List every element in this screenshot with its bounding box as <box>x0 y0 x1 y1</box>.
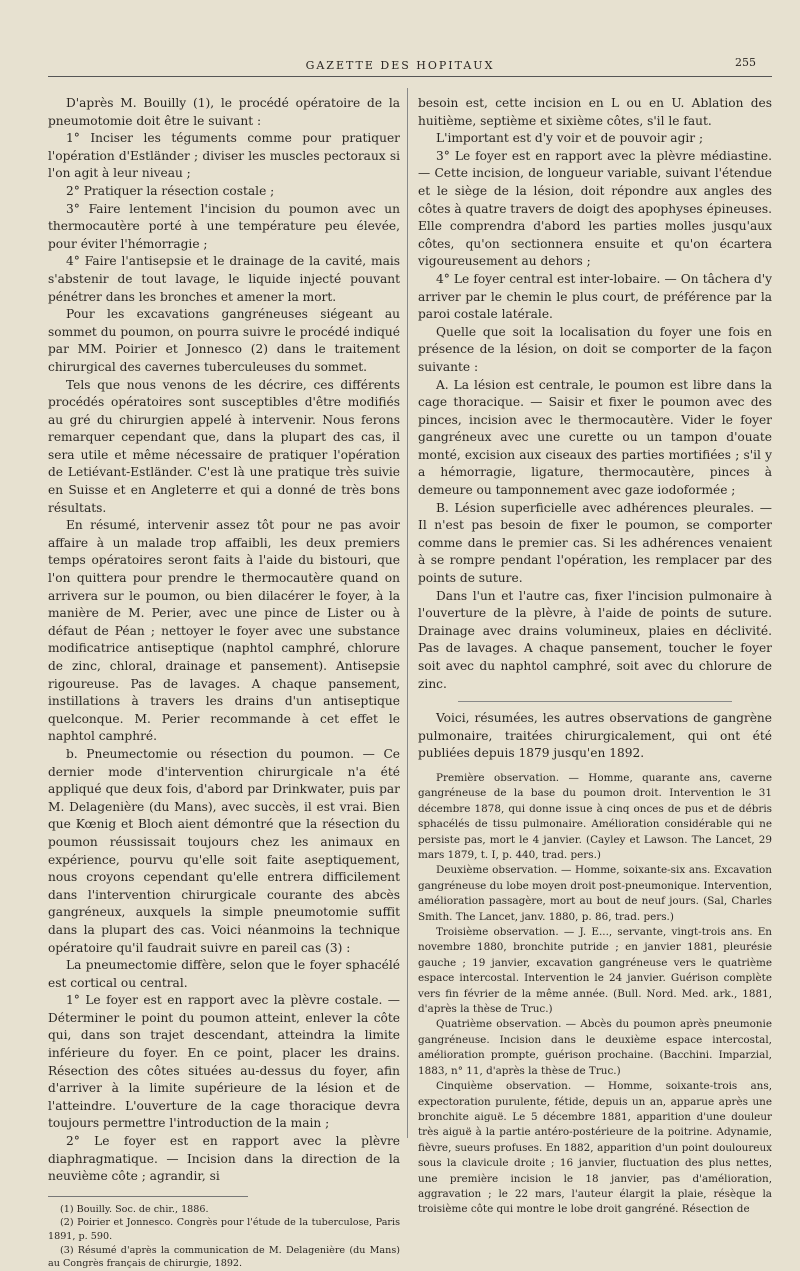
paragraph: b. Pneumectomie ou résection du poumon. — Ce dernier mode d'intervention chirurgicale n'a été appliqué que deux fois, d'abord par Drinkwater, puis par M. Delagenière (du Mans), avec succès, il est vrai. Bien que Kœnig et Bloch aient démontré que la résection du poumon réussissait toujours chez les animaux en expérience, pourvu qu'elle soit faite aseptiquement, nous croyons cependant qu'elle entrera difficilement dans l'intervention chirurgicale courante des abcès gangréneux, auxquels la simple pneumotomie suffit dans la plupart des cas. Voici néanmoins la technique opératoire qu'il faudrait suivre en pareil cas (3) : <box>48 746 400 955</box>
observation: Troisième observation. — J. E..., servante, vingt-trois ans. En novembre 1880, bronchite putride ; en janvier 1881, pleurésie gauche ; 19 janvier, excavation gangréneuse vers le quatrième espace intercostal. Intervention le 24 janvier. Guérison complète vers fin février de la même année. (Bull. Nord. Med. ark., 1881, d'après la thèse de Truc.) <box>418 926 772 1016</box>
footnote: (3) Résumé d'après la communication de M. Delagenière (du Mans) au Congrès français de chirurgie, 1892. <box>48 1244 400 1270</box>
paragraph: B. Lésion superficielle avec adhérences pleurales. — Il n'est pas besoin de fixer le poumon, se comporter comme dans le premier cas. Si les adhérences venaient à se rompre pendant l'opération, les remplacer par des points de suture. <box>418 500 772 586</box>
header-rule <box>48 76 772 77</box>
paragraph: 2° Le foyer est en rapport avec la plèvre diaphragmatique. — Incision dans la direction de la neuvième côte ; agrandir, si <box>48 1134 400 1184</box>
paragraph: 1° Le foyer est en rapport avec la plèvre costale. — Déterminer le point du poumon atteint, enlever la côte qui, dans son trajet descendant, atteindra la limite inférieure du foyer. En ce point, placer les drains. Résection des côtes situées au-dessus du foyer, afin d'arriver à la limite supérieure de la lésion et de l'atteindre. L'ouverture de la cage thoracique devra toujours permettre l'introduction de la main ; <box>48 993 400 1131</box>
paragraph: A. La lésion est centrale, le poumon est libre dans la cage thoracique. — Saisir et fixer le poumon avec des pinces, incision avec le thermocautère. Vider le foyer gangréneux avec une curette ou un tampon d'ouate monté, excision aux ciseaux des parties mortifiées ; s'il y a hémorragie, ligature, thermocautère, pinces à demeure ou tamponnement avec gaze iodoformée ; <box>418 377 772 498</box>
paragraph: En résumé, intervenir assez tôt pour ne pas avoir affaire à un malade trop affaibli, les deux premiers temps opératoires seront faits à l'aide du bistouri, que l'on quittera pour prendre le thermocautère quand on arrivera sur le poumon, ou bien dilacérer le foyer, à la manière de M. Perier, avec une pince de Lister ou à défaut de Péan ; nettoyer le foyer avec une substance modificatrice antiseptique (naphtol camphré, chlorure de zinc, chloral, drainage et pansement). Antisepsie rigoureuse. Pas de lavages. A chaque pansement, instillations à travers les drains d'un antiseptique quelconque. M. Perier recommande à cet effet le naphtol camphré. <box>48 518 400 744</box>
paragraph: 3° Faire lentement l'incision du poumon avec un thermocautère porté à une température peu élevée, pour éviter l'hémorragie ; <box>48 201 400 251</box>
paragraph: Tels que nous venons de les décrire, ces différents procédés opératoires sont susceptibles d'être modifiés au gré du chirurgien appelé à intervenir. Nous ferons remarquer cependant que, dans la plupart des cas, il sera utile et même nécessaire de pratiquer l'opération de Letiévant-Estländer. C'est là une pratique très suivie en Suisse et en Angleterre et qui a donné de très bons résultats. <box>48 377 400 515</box>
footnote: (2) Poirier et Jonnesco. Congrès pour l'étude de la tuberculose, Paris 1891, p. 590. <box>48 1217 400 1242</box>
paragraph: L'important est d'y voir et de pouvoir agir ; <box>436 131 704 146</box>
paragraph: Pour les excavations gangréneuses siégeant au sommet du poumon, on pourra suivre le procédé indiqué par MM. Poirier et Jonnesco (2) dans le traitement chirurgical des cavernes tuberculeuses du sommet. <box>48 307 400 374</box>
paragraph: 2° Pratiquer la résection costale ; <box>66 183 275 198</box>
observation: Première observation. — Homme, quarante ans, caverne gangréneuse de la base du poumon droit. Intervention le 31 décembre 1878, qui donne issue à cinq onces de pus et de débris sphacélés de tissu pulmonaire. Amélioration considérable qui ne persiste pas, mort le 4 janvier. (Cayley et Lawson. The Lancet, 29 mars 1879, t. I, p. 440, trad. pers.) <box>418 771 772 861</box>
paragraph: Dans l'un et l'autre cas, fixer l'incision pulmonaire à l'ouverture de la plèvre, à l'aide de points de suture. Drainage avec drains volumineux, plaies en déclivité. Pas de lavages. A chaque pansement, toucher le foyer soit avec du naphtol camphré, soit avec du chlorure de zinc. <box>418 588 772 691</box>
page-number: 255 <box>735 56 756 69</box>
footnotes <box>48 1196 400 1271</box>
paragraph: besoin est, cette incision en L ou en U. Ablation des huitième, septième et sixième côtes, s'il le faut. <box>418 96 772 128</box>
paragraph: La pneumectomie diffère, selon que le foyer sphacélé est cortical ou central. <box>48 958 400 990</box>
right-column <box>418 95 772 1218</box>
column-divider <box>407 88 408 1138</box>
paragraph: Quelle que soit la localisation du foyer une fois en présence de la lésion, on doit se comporter de la façon suivante : <box>418 324 772 374</box>
section-separator <box>458 701 732 702</box>
paragraph: 4° Le foyer central est inter-lobaire. — On tâchera d'y arriver par le chemin le plus court, de préférence par la paroi costale latérale. <box>418 271 772 322</box>
footnote: (1) Bouilly. Soc. de chir., 1886. <box>60 1203 209 1215</box>
left-column <box>48 95 400 1271</box>
running-title: GAZETTE DES HOPITAUX <box>305 59 495 72</box>
paragraph: Voici, résumées, les autres observations de gangrène pulmonaire, traitées chirurgicalement, qui ont été publiées depuis 1879 jusqu'en 1892. <box>418 711 772 761</box>
paragraph: 4° Faire l'antisepsie et le drainage de la cavité, mais s'abstenir de tout lavage, le liquide injecté pouvant pénétrer dans les bronches et amener la mort. <box>48 254 400 304</box>
footnote-rule <box>48 1196 248 1203</box>
observation: Cinquième observation. — Homme, soixante-trois ans, expectoration purulente, fétide, depuis un an, apparue après une bronchite aiguë. Le 5 décembre 1881, apparition d'une douleur très aiguë à la partie antéro-postérieure de la poitrine. Adynamie, fièvre, sueurs profuses. En 1882, apparition d'un point douloureux sous la clavicule droite ; 16 janvier, fluctuation des plus nettes, une première incision le 18 janvier, pas d'amélioration, aggravation ; le 22 mars, l'auteur élargit la plaie, résèque la troisième côte qui montre le lobe droit gangréné. Résection de <box>418 1080 772 1216</box>
observation: Quatrième observation. — Abcès du poumon après pneumonie gangréneuse. Incision dans le deuxième espace intercostal, amélioration prompte, guérison prochaine. (Bacchini. Imparzial, 1883, n° 11, d'après la thèse de Truc.) <box>418 1018 772 1077</box>
observation: Deuxième observation. — Homme, soixante-six ans. Excavation gangréneuse du lobe moyen droit post-pneumonique. Intervention, amélioration passagère, mort au bout de neuf jours. (Sal, Charles Smith. The Lancet, janv. 1880, p. 86, trad. pers.) <box>418 864 772 923</box>
paragraph: 1° Inciser les téguments comme pour pratiquer l'opération d'Estländer ; diviser les muscles pectoraux si l'on agit à leur niveau ; <box>48 131 400 181</box>
paragraph: 3° Le foyer est en rapport avec la plèvre médiastine. — Cette incision, de longueur variable, suivant l'étendue et le siège de la lésion, doit répondre aux angles des côtes à quatre travers de doigt des apophyses épineuses. Elle comprendra d'abord les parties molles jusqu'aux côtes, qu'on sectionnera ensuite et qu'on écartera vigoureusement au dehors ; <box>418 148 772 269</box>
paragraph: D'après M. Bouilly (1), le procédé opératoire de la pneumotomie doit être le suivant : <box>48 96 400 128</box>
